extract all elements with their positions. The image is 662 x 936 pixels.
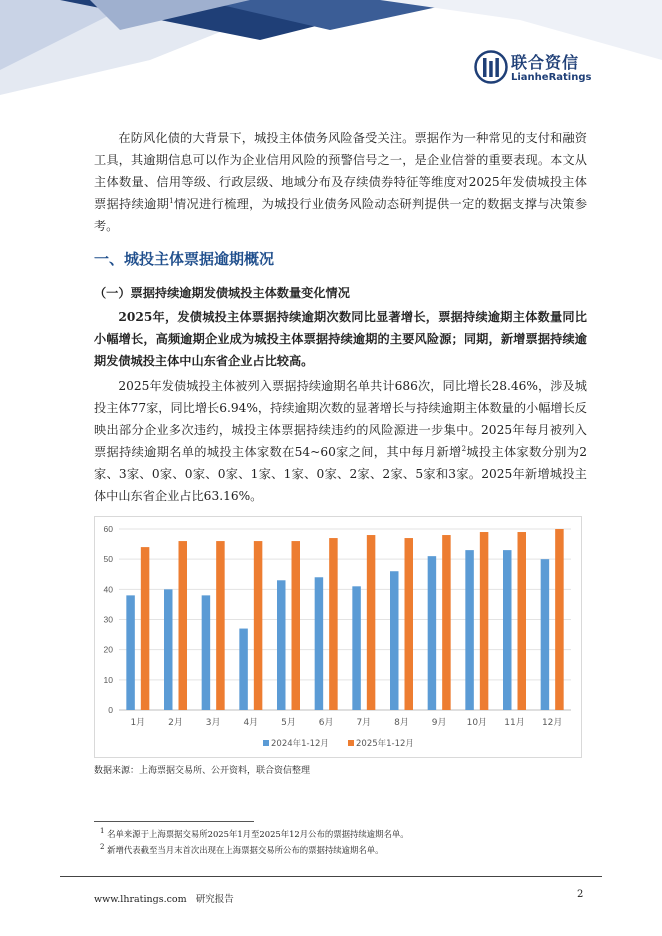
bar-2024 bbox=[239, 629, 248, 710]
bar-2024 bbox=[126, 595, 135, 710]
intro-text-end: 情况进行梳理，为城投行业债务风险动态研判提供一定的数据支撑与决策参考。 bbox=[94, 197, 588, 233]
chart-container bbox=[94, 516, 582, 758]
y-tick-label: 0 bbox=[108, 705, 113, 715]
bar-2025 bbox=[254, 541, 262, 710]
bar-2024 bbox=[352, 586, 361, 710]
brand-name-en: LianheRatings bbox=[511, 72, 592, 83]
y-tick-label: 20 bbox=[103, 644, 113, 655]
x-tick-label: 8月 bbox=[394, 718, 409, 728]
footer-left bbox=[94, 891, 234, 905]
bar-2024 bbox=[164, 589, 173, 710]
footnote-2 bbox=[100, 844, 384, 856]
legend-swatch bbox=[263, 740, 269, 746]
legend-label: 2025年1-12月 bbox=[356, 739, 414, 749]
legend-label: 2024年1-12月 bbox=[271, 739, 329, 749]
subsection-heading: （一）票据持续逾期发债城投主体数量变化情况 bbox=[94, 286, 350, 300]
body-text: 2025年发债城投主体被列入票据持续逾期名单共计686次，同比增长28.46%，涉及城投主体77家，同比增长6.94%，持续逾期次数的显著增长与持续逾期主体数量的小幅增长反映出部分企业多次违约，城投主体票据持续违约的风险源进一步集中。2025年每月被列入票据持续逾期名单的城投主体家数在54~60家之间，其中每月新增 bbox=[94, 379, 587, 459]
bar-chart bbox=[95, 517, 581, 757]
x-tick-label: 6月 bbox=[318, 718, 334, 728]
summary-paragraph: 2025年，发债城投主体票据持续逾期次数同比显著增长，票据持续逾期主体数量同比小幅增长，高频逾期企业成为城投主体票据持续逾期的主要风险源；同期，新增票据持续逾期发债城投主体中山东省企业占比较高。 bbox=[94, 310, 587, 368]
bar-2024 bbox=[202, 595, 211, 710]
y-tick-label: 50 bbox=[103, 554, 113, 565]
footnote-num: 2 bbox=[100, 843, 105, 852]
x-tick-label: 7月 bbox=[356, 718, 372, 728]
y-tick-label: 60 bbox=[103, 524, 113, 534]
lianhe-logo-icon bbox=[474, 50, 508, 84]
bar-2025 bbox=[329, 538, 338, 710]
bar-2025 bbox=[216, 541, 225, 710]
data-source: 数据来源：上海票据交易所、公开资料，联合资信整理 bbox=[94, 766, 311, 776]
footnote-text: 新增代表截至当月末首次出现在上海票据交易所公布的票据持续逾期名单。 bbox=[107, 845, 384, 855]
x-tick-label: 2月 bbox=[168, 718, 183, 728]
bar-2024 bbox=[428, 556, 437, 710]
bar-2025 bbox=[292, 541, 301, 710]
brand-logo bbox=[474, 48, 594, 90]
section-heading: 一、城投主体票据逾期概况 bbox=[94, 250, 275, 268]
bar-2024 bbox=[465, 550, 474, 710]
x-tick-label: 9月 bbox=[431, 718, 447, 728]
bar-2024 bbox=[390, 571, 399, 710]
bar-2025 bbox=[179, 541, 188, 710]
x-tick-label: 4月 bbox=[243, 718, 259, 728]
footnote-divider bbox=[94, 821, 254, 822]
body-paragraph bbox=[94, 375, 587, 507]
bar-2025 bbox=[141, 547, 150, 710]
bar-2024 bbox=[315, 577, 324, 710]
y-tick-label: 40 bbox=[103, 584, 113, 595]
footnote-ref-1: 1 bbox=[169, 196, 174, 205]
x-tick-label: 11月 bbox=[504, 718, 525, 728]
bar-2025 bbox=[442, 535, 451, 710]
y-tick-label: 10 bbox=[103, 674, 113, 685]
footnote-text: 名单来源于上海票据交易所2025年1月至2025年12月公布的票据持续逾期名单。 bbox=[107, 829, 409, 839]
bar-2025 bbox=[555, 529, 564, 710]
legend-swatch bbox=[348, 740, 354, 746]
footer-divider bbox=[60, 876, 602, 877]
x-tick-label: 10月 bbox=[466, 718, 488, 728]
x-tick-label: 5月 bbox=[281, 718, 296, 728]
bar-2024 bbox=[541, 559, 550, 710]
footer-label: 研究报告 bbox=[195, 894, 234, 905]
bar-2025 bbox=[518, 532, 527, 710]
body-text-end: 城投主体家数分别为2家、3家、0家、0家、0家、1家、1家、0家、2家、2家、5家和3家。2025年新增城投主体中山东省企业占比63.16%。 bbox=[94, 445, 587, 503]
intro-paragraph bbox=[94, 127, 587, 237]
footnote-1 bbox=[100, 828, 409, 840]
footer-url[interactable]: www.lhratings.com bbox=[94, 894, 187, 905]
intro-text: 在防风化债的大背景下，城投主体债务风险备受关注。票据作为一种常见的支付和融资工具，其逾期信息可以作为企业信用风险的预警信号之一，是企业信誉的重要表现。本文从主体数量、信用等级、行政层级、地域分布及存续债券特征等维度对2025年发债城投主体票据持续逾期 bbox=[94, 131, 587, 211]
page-number: 2 bbox=[577, 889, 584, 900]
footnote-num: 1 bbox=[100, 827, 105, 836]
x-tick-label: 1月 bbox=[130, 718, 146, 728]
brand-name-cn: 联合资信 bbox=[511, 53, 580, 72]
bar-2025 bbox=[367, 535, 376, 710]
footnote-ref-2: 2 bbox=[461, 444, 467, 453]
x-tick-label: 3月 bbox=[205, 718, 221, 728]
bar-2024 bbox=[277, 580, 286, 710]
bar-2025 bbox=[405, 538, 414, 710]
bar-2025 bbox=[480, 532, 489, 710]
bar-2024 bbox=[503, 550, 512, 710]
x-tick-label: 12月 bbox=[541, 718, 563, 728]
y-tick-label: 30 bbox=[103, 614, 113, 625]
